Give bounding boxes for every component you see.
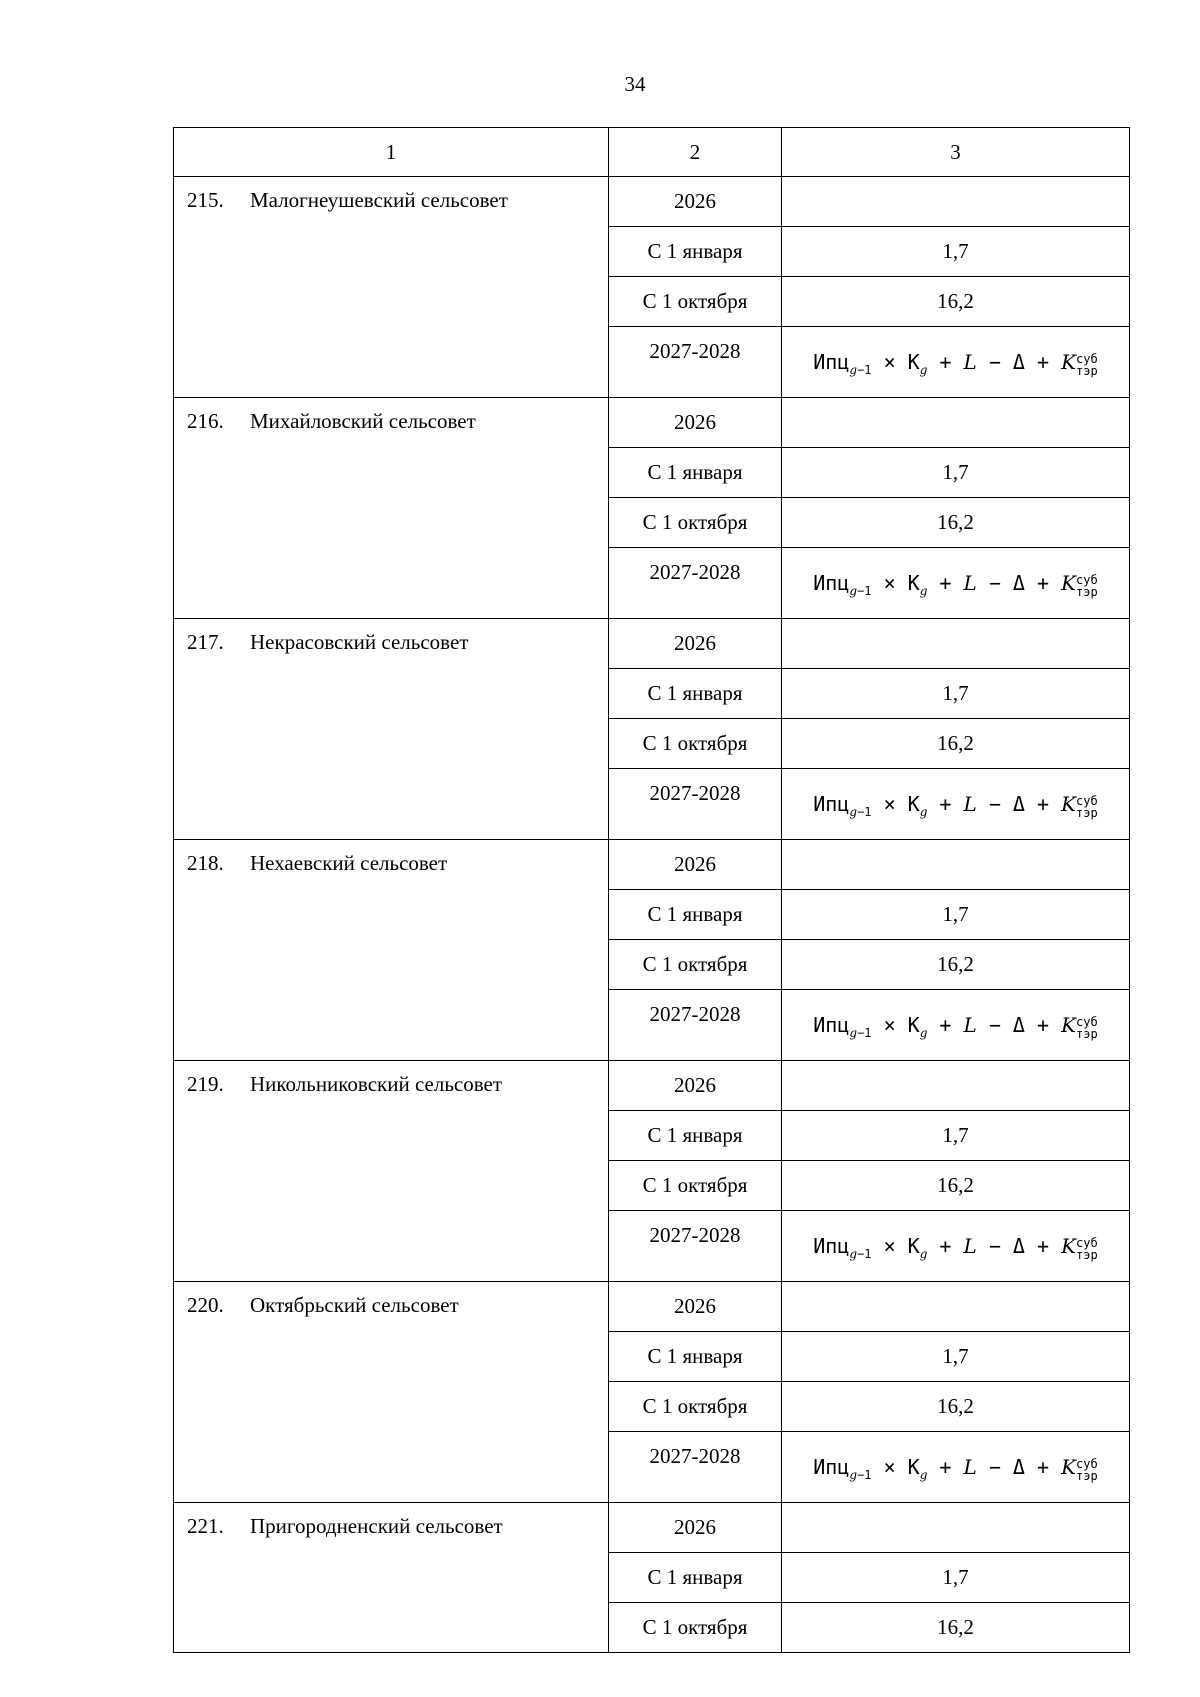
value-cell: 16,2 bbox=[782, 498, 1130, 548]
value-cell: 1,7 bbox=[782, 890, 1130, 940]
entity-number: 221. bbox=[187, 1514, 224, 1538]
period-cell: 2027-2028 bbox=[609, 1211, 782, 1282]
entity-name: Михайловский сельсовет bbox=[250, 409, 476, 433]
period-cell: С 1 января bbox=[609, 448, 782, 498]
column-header-3: 3 bbox=[782, 128, 1130, 177]
period-cell: 2026 bbox=[609, 840, 782, 890]
entity-number: 215. bbox=[187, 188, 224, 212]
period-cell: 2027-2028 bbox=[609, 1432, 782, 1503]
period-cell: 2027-2028 bbox=[609, 769, 782, 840]
period-cell: 2027-2028 bbox=[609, 990, 782, 1061]
value-cell: 16,2 bbox=[782, 719, 1130, 769]
value-cell: 16,2 bbox=[782, 940, 1130, 990]
value-cell: 1,7 bbox=[782, 448, 1130, 498]
entity-name: Пригородненский сельсовет bbox=[250, 1514, 503, 1538]
value-cell bbox=[782, 840, 1130, 890]
formula-cell bbox=[782, 769, 1130, 840]
column-header-1: 1 bbox=[174, 128, 609, 177]
formula-cell bbox=[782, 990, 1130, 1061]
entity-name: Нехаевский сельсовет bbox=[250, 851, 448, 875]
period-cell: 2026 bbox=[609, 177, 782, 227]
period-cell: С 1 января bbox=[609, 1111, 782, 1161]
entity-cell bbox=[174, 1282, 609, 1503]
value-cell: 16,2 bbox=[782, 277, 1130, 327]
period-cell: С 1 января bbox=[609, 890, 782, 940]
table-row bbox=[174, 1282, 1130, 1332]
formula-cell bbox=[782, 1211, 1130, 1282]
formula: $Ипц_{g-1} \times К_g + L - \Delta + K$ суб тэр bbox=[813, 1012, 1098, 1041]
formula-cell bbox=[782, 327, 1130, 398]
entity-number: 216. bbox=[187, 409, 224, 433]
formula: $Ипц_{g-1} \times К_g + L - \Delta + K$ суб тэр bbox=[813, 1454, 1098, 1483]
entity-cell bbox=[174, 619, 609, 840]
value-cell: 16,2 bbox=[782, 1161, 1130, 1211]
table-row bbox=[174, 1503, 1130, 1553]
entity-cell bbox=[174, 1061, 609, 1282]
value-cell: 16,2 bbox=[782, 1382, 1130, 1432]
entity-name: Некрасовский сельсовет bbox=[250, 630, 469, 654]
period-cell: С 1 октября bbox=[609, 277, 782, 327]
column-header-2: 2 bbox=[609, 128, 782, 177]
formula: $Ипц_{g-1} \times К_g + L - \Delta + K$ суб тэр bbox=[813, 570, 1098, 599]
period-cell: 2026 bbox=[609, 1061, 782, 1111]
formula: $Ипц_{g-1} \times К_g + L - \Delta + K$ суб тэр bbox=[813, 791, 1098, 820]
period-cell: 2027-2028 bbox=[609, 327, 782, 398]
period-cell: С 1 января bbox=[609, 227, 782, 277]
entity-cell bbox=[174, 398, 609, 619]
page-number: 34 bbox=[624, 72, 646, 96]
value-cell: 1,7 bbox=[782, 669, 1130, 719]
table-row bbox=[174, 398, 1130, 448]
table-row bbox=[174, 619, 1130, 669]
entity-name: Малогнеушевский сельсовет bbox=[250, 188, 508, 212]
table-row bbox=[174, 840, 1130, 890]
value-cell: 1,7 bbox=[782, 1553, 1130, 1603]
value-cell bbox=[782, 177, 1130, 227]
value-cell bbox=[782, 619, 1130, 669]
tariff-table bbox=[173, 127, 1130, 1653]
period-cell: 2026 bbox=[609, 398, 782, 448]
formula-cell bbox=[782, 1432, 1130, 1503]
value-cell: 16,2 bbox=[782, 1603, 1130, 1653]
value-cell bbox=[782, 1503, 1130, 1553]
period-cell: С 1 октября bbox=[609, 1161, 782, 1211]
period-cell: С 1 января bbox=[609, 1553, 782, 1603]
formula-cell bbox=[782, 548, 1130, 619]
period-cell: 2026 bbox=[609, 619, 782, 669]
entity-name: Октябрьский сельсовет bbox=[250, 1293, 459, 1317]
entity-number: 217. bbox=[187, 630, 224, 654]
formula: $Ипц_{g-1} \times К_g + L - \Delta + K$ суб тэр bbox=[813, 349, 1098, 378]
entity-name: Никольниковский сельсовет bbox=[250, 1072, 503, 1096]
table-header-row bbox=[174, 128, 1130, 177]
entity-number: 218. bbox=[187, 851, 224, 875]
value-cell bbox=[782, 1282, 1130, 1332]
entity-cell bbox=[174, 840, 609, 1061]
period-cell: С 1 января bbox=[609, 669, 782, 719]
table-row bbox=[174, 177, 1130, 227]
entity-cell bbox=[174, 1503, 609, 1653]
value-cell bbox=[782, 1061, 1130, 1111]
period-cell: 2027-2028 bbox=[609, 548, 782, 619]
entity-cell bbox=[174, 177, 609, 398]
value-cell: 1,7 bbox=[782, 227, 1130, 277]
period-cell: С 1 октября bbox=[609, 498, 782, 548]
period-cell: 2026 bbox=[609, 1503, 782, 1553]
period-cell: С 1 октября bbox=[609, 940, 782, 990]
formula: $Ипц_{g-1} \times К_g + L - \Delta + K$ суб тэр bbox=[813, 1233, 1098, 1262]
period-cell: С 1 октября bbox=[609, 1382, 782, 1432]
entity-number: 220. bbox=[187, 1293, 224, 1317]
value-cell bbox=[782, 398, 1130, 448]
period-cell: С 1 января bbox=[609, 1332, 782, 1382]
table-row bbox=[174, 1061, 1130, 1111]
period-cell: С 1 октября bbox=[609, 719, 782, 769]
entity-number: 219. bbox=[187, 1072, 224, 1096]
value-cell: 1,7 bbox=[782, 1111, 1130, 1161]
value-cell: 1,7 bbox=[782, 1332, 1130, 1382]
period-cell: 2026 bbox=[609, 1282, 782, 1332]
period-cell: С 1 октября bbox=[609, 1603, 782, 1653]
